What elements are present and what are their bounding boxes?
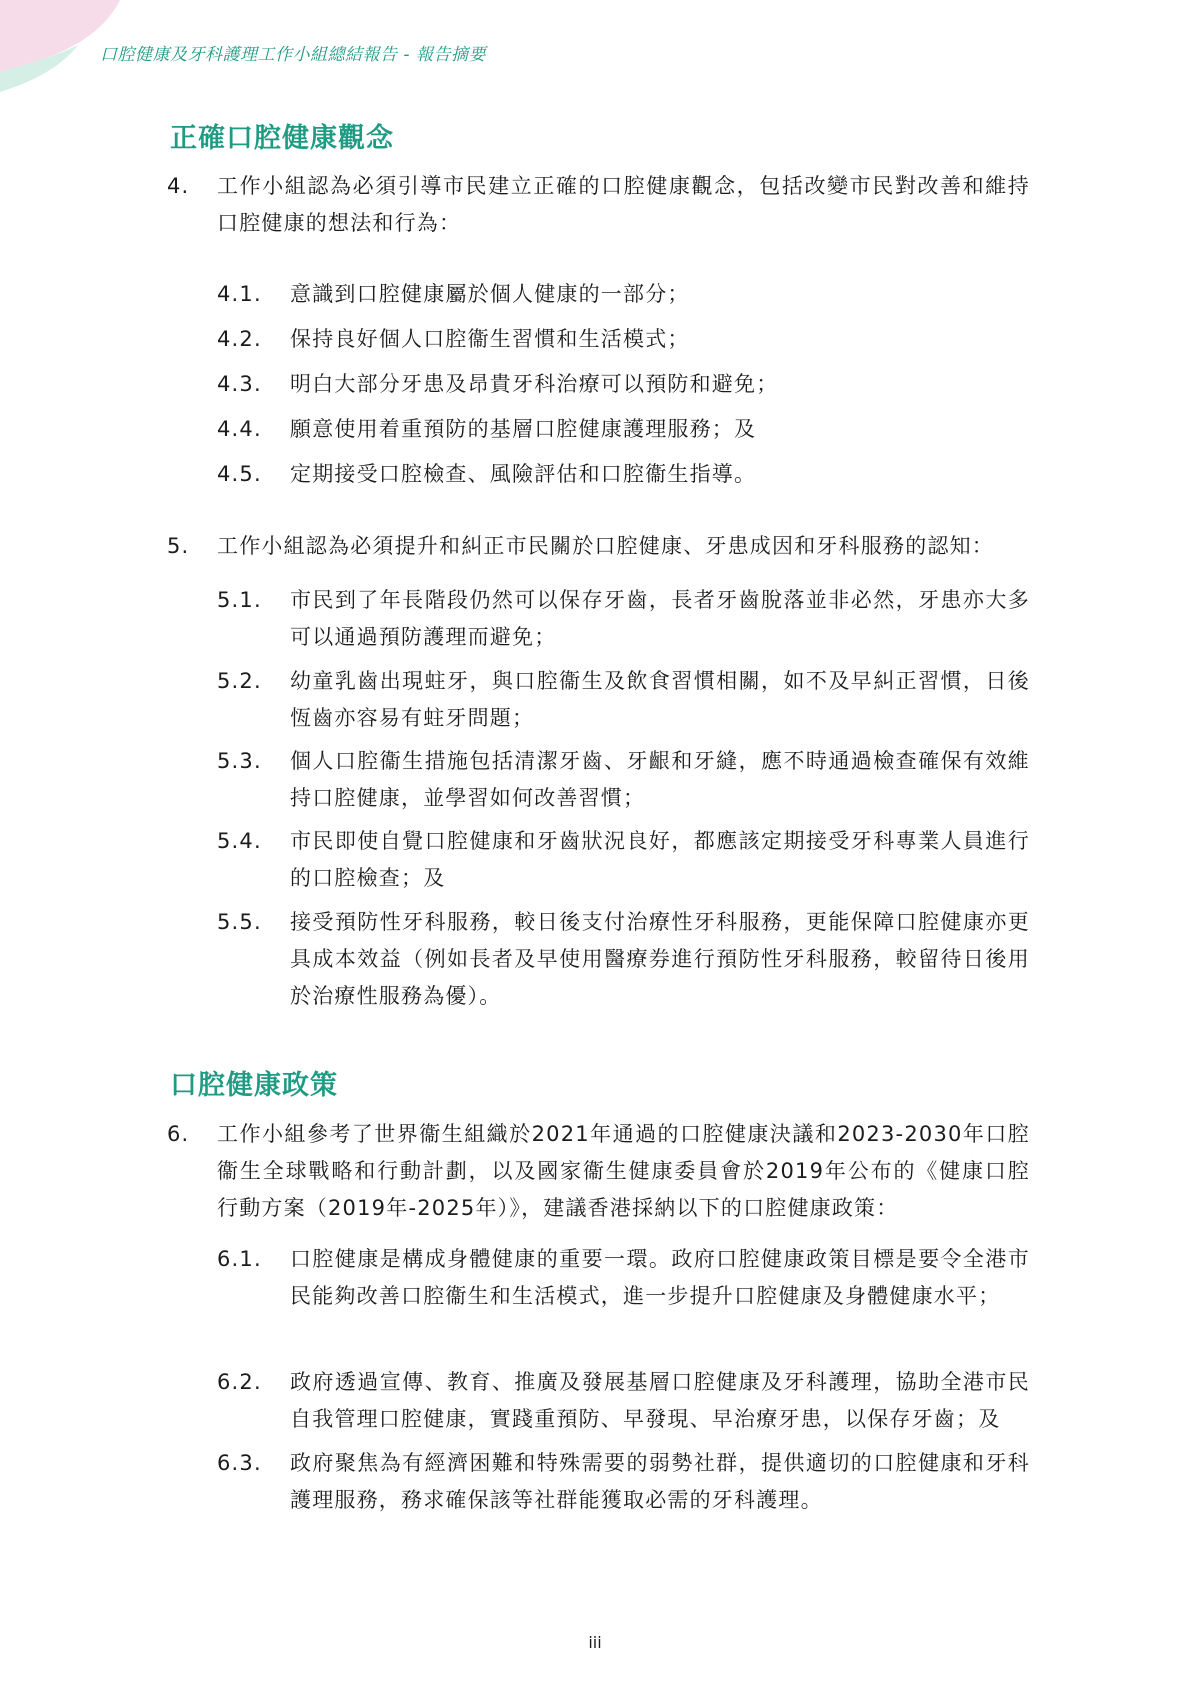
paragraph-4 bbox=[167, 168, 1030, 242]
paragraph-5 bbox=[167, 528, 1030, 565]
list-item-6-2 bbox=[217, 1364, 1030, 1438]
list-item-text: 口腔健康是構成身體健康的重要一環。政府口腔健康政策目標是要令全港市民能夠改善口腔衞生和生活模式，進一步提升口腔健康及身體健康水平； bbox=[290, 1247, 1030, 1308]
list-item-number: 4.3. bbox=[217, 372, 262, 396]
list-item-text: 個人口腔衞生措施包括清潔牙齒、牙齦和牙縫，應不時通過檢查確保有效維持口腔健康，並學習如何改善習慣； bbox=[290, 749, 1030, 810]
list-item-number: 4.4. bbox=[217, 417, 262, 441]
list-item-number: 5.3. bbox=[217, 749, 262, 773]
list-item-5-3 bbox=[217, 743, 1030, 817]
list-item-6-3 bbox=[217, 1445, 1030, 1519]
list-item-5-2 bbox=[217, 663, 1030, 737]
list-item-text: 保持良好個人口腔衞生習慣和生活模式； bbox=[290, 327, 690, 351]
list-item-text: 意識到口腔健康屬於個人健康的一部分； bbox=[290, 282, 690, 306]
list-item-4-1 bbox=[217, 276, 1030, 313]
list-item-number: 6.3. bbox=[217, 1451, 262, 1475]
list-item-5-4 bbox=[217, 823, 1030, 897]
list-item-text: 市民即使自覺口腔健康和牙齒狀況良好，都應該定期接受牙科專業人員進行的口腔檢查；及 bbox=[290, 829, 1030, 890]
list-item-text: 政府透過宣傳、教育、推廣及發展基層口腔健康及牙科護理，協助全港市民自我管理口腔健康，實踐重預防、早發現、早治療牙患，以保存牙齒；及 bbox=[290, 1370, 1030, 1431]
list-item-text: 接受預防性牙科服務，較日後支付治療性牙科服務，更能保障口腔健康亦更具成本效益（例如長者及早使用醫療券進行預防性牙科服務，較留待日後用於治療性服務為優）。 bbox=[290, 910, 1030, 1008]
list-item-5-5 bbox=[217, 904, 1030, 1015]
list-item-number: 6.1. bbox=[217, 1247, 262, 1271]
list-item-4-2 bbox=[217, 321, 1030, 358]
list-item-number: 5.4. bbox=[217, 829, 262, 853]
paragraph-number: 4. bbox=[167, 174, 190, 198]
list-item-number: 4.2. bbox=[217, 327, 262, 351]
list-item-6-1 bbox=[217, 1241, 1030, 1315]
list-item-5-1 bbox=[217, 582, 1030, 656]
paragraph-text: 工作小組認為必須引導市民建立正確的口腔健康觀念，包括改變市民對改善和維持口腔健康的想法和行為： bbox=[217, 174, 1030, 235]
section-heading-oral-health-concepts: 正確口腔健康觀念 bbox=[170, 123, 394, 154]
list-item-text: 定期接受口腔檢查、風險評估和口腔衞生指導。 bbox=[290, 462, 757, 486]
list-item-4-3 bbox=[217, 366, 1030, 403]
list-item-text: 願意使用着重預防的基層口腔健康護理服務；及 bbox=[290, 417, 757, 441]
list-item-number: 5.5. bbox=[217, 910, 262, 934]
paragraph-text: 工作小組認為必須提升和糾正市民關於口腔健康、牙患成因和牙科服務的認知： bbox=[217, 534, 994, 558]
list-item-number: 5.2. bbox=[217, 669, 262, 693]
paragraph-text: 工作小組參考了世界衞生組織於2021年通過的口腔健康決議和2023-2030年口腔衞生全球戰略和行動計劃，以及國家衞生健康委員會於2019年公布的《健康口腔行動方案（2019年-2025年）》，建議香港採納以下的口腔健康政策： bbox=[217, 1122, 1030, 1220]
running-header: 口腔健康及牙科護理工作小組總結報告 - 報告摘要 bbox=[100, 45, 486, 65]
list-item-number: 6.2. bbox=[217, 1370, 262, 1394]
paragraph-6 bbox=[167, 1116, 1030, 1227]
list-item-number: 4.5. bbox=[217, 462, 262, 486]
page-number: iii bbox=[588, 1633, 602, 1652]
list-item-4-4 bbox=[217, 411, 1030, 448]
list-item-number: 4.1. bbox=[217, 282, 262, 306]
list-item-4-5 bbox=[217, 456, 1030, 493]
list-item-text: 市民到了年長階段仍然可以保存牙齒，長者牙齒脫落並非必然，牙患亦大多可以通過預防護理而避免； bbox=[290, 588, 1030, 649]
list-item-text: 幼童乳齒出現蛀牙，與口腔衞生及飲食習慣相關，如不及早糾正習慣，日後恆齒亦容易有蛀牙問題； bbox=[290, 669, 1030, 730]
paragraph-number: 5. bbox=[167, 534, 190, 558]
list-item-number: 5.1. bbox=[217, 588, 262, 612]
list-item-text: 明白大部分牙患及昂貴牙科治療可以預防和避免； bbox=[290, 372, 779, 396]
section-heading-oral-health-policy: 口腔健康政策 bbox=[170, 1070, 338, 1101]
list-item-text: 政府聚焦為有經濟困難和特殊需要的弱勢社群，提供適切的口腔健康和牙科護理服務，務求確保該等社群能獲取必需的牙科護理。 bbox=[290, 1451, 1030, 1512]
paragraph-number: 6. bbox=[167, 1122, 190, 1146]
